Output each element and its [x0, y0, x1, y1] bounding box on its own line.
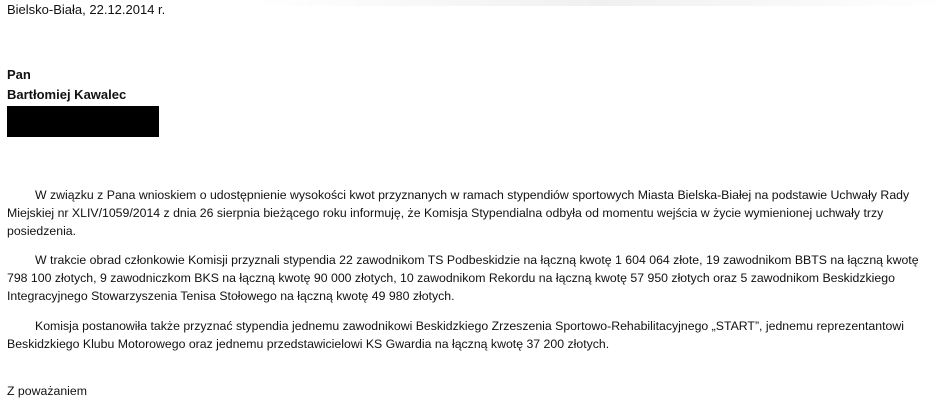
date-line: Bielsko-Biała, 22.12.2014 r. [7, 2, 166, 17]
closing-line: Z poważaniem [7, 384, 87, 398]
recipient-name: Bartłomiej Kawalec [7, 87, 127, 102]
redaction-block [7, 106, 159, 137]
scan-artifact [250, 0, 950, 6]
recipient-title: Pan [7, 67, 31, 82]
paragraph-3: Komisja postanowiła także przyznać stypendia jednemu zawodnikowi Beskidzkiego Zrzeszenia Sportowo-Rehabilitacyjnego „START”, jednemu reprezentantowi Beskidzkiego Klubu Motorowego oraz jednemu przedstawicielowi KS Gwardia na łączną kwotę 37 200 złotych. [7, 319, 904, 351]
paragraph-2: W trakcie obrad członkowie Komisji przyznali stypendia 22 zawodnikom TS Podbeskidzie na łączną kwotę 1 604 064 złote, 19 zawodnikom BBTS na łączną kwotę 798 100 złotych, 9 zawodniczkom BKS na łączną kwotę 90 000 złotych, 10 zawodnikom Rekordu na łączną kwotę 57 950 złotych oraz 5 zawodnikom Beskidzkiego Integracyjnego Stowarzyszenia Tenisa Stołowego na łączną kwotę 49 980 złotych. [7, 253, 919, 303]
paragraph-1: W związku z Pana wnioskiem o udostępnienie wysokości kwot przyznanych w ramach stypendiów sportowych Miasta Bielska-Białej na podstawie Uchwały Rady Miejskiej nr XLIV/1059/2014 z dnia 26 sierpnia bieżącego roku informuję, że Komisja Stypendialna odbyła od momentu wejścia w życie wymienionej uchwały trzy posiedzenia. [7, 188, 910, 238]
